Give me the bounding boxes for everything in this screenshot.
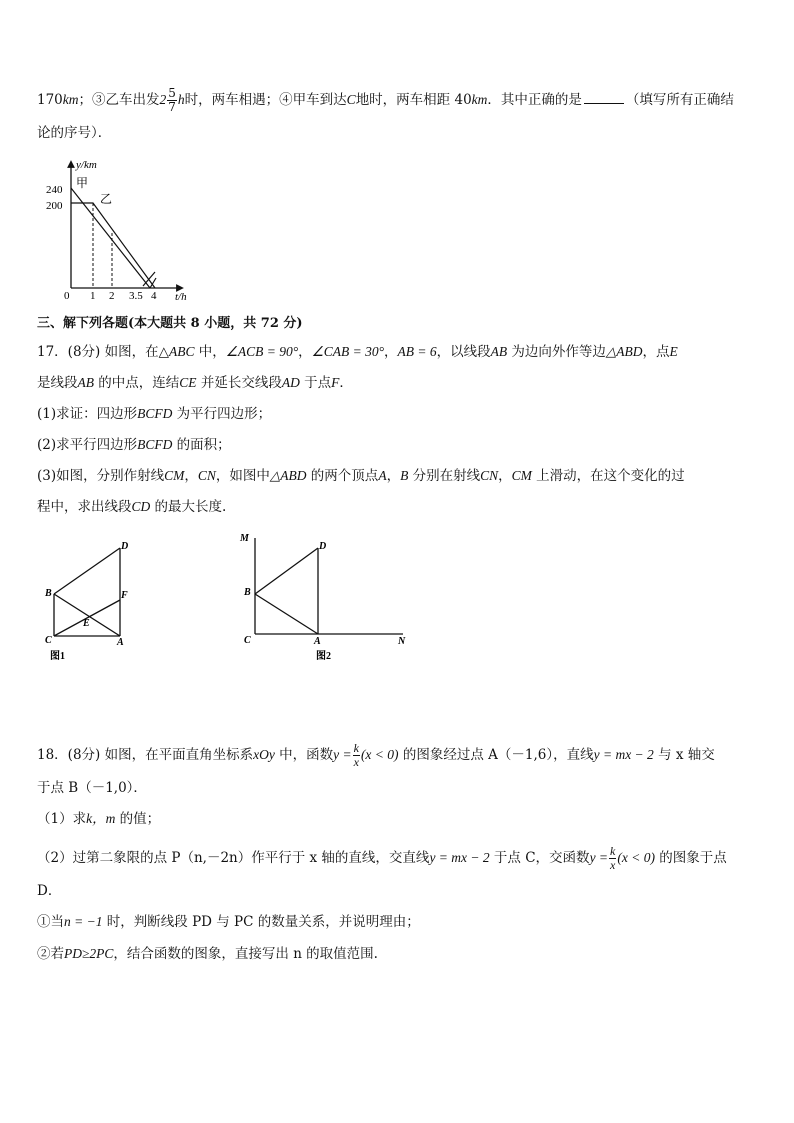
label-B: B: [244, 587, 251, 598]
q17-part2: (2)求平行四边形BCFD 的面积；: [37, 437, 231, 453]
label-A: A: [314, 636, 321, 647]
label-C: C: [244, 635, 251, 646]
distance-time-graph: [40, 158, 200, 303]
segment-BD: [54, 548, 120, 594]
line-yi: [71, 203, 155, 288]
series-label-yi: 乙: [100, 192, 113, 206]
label-D: D: [319, 541, 327, 552]
label-F: F: [121, 590, 128, 601]
figure-1: [40, 538, 140, 663]
label-B: B: [45, 588, 52, 599]
q18-subpart1: ①当n = −1 时，判断线段 PD 与 PC 的数量关系，并说明理由；: [37, 914, 420, 930]
answer-blank: [584, 89, 624, 104]
tick-3.5: 3.5: [129, 290, 143, 302]
tick-4: 4: [151, 290, 157, 302]
section-heading: 三、解下列各题(本大题共 8 小题，共 72 分): [37, 316, 303, 331]
q16-line1: 170km；③乙车出发2 $\frac{5}{7}$ h时，两车相遇；④甲车到达C地时，两车相距 40km．其中正确的是 （填写所有正确结: [37, 86, 734, 114]
q18-part2-line2: D．: [37, 883, 62, 899]
label-A: A: [117, 637, 124, 648]
x-axis-label: t/h: [175, 291, 187, 303]
q17-line1: 17．(8分) 如图，在△ABC 中，∠ACB = 90°，∠CAB = 30°，AB = 6，以线段AB 为边向外作等边△ABD，点E: [37, 344, 678, 360]
tick-2: 2: [109, 290, 115, 302]
q18-line2: 于点 B（－1,0）．: [37, 780, 147, 796]
label-M: M: [240, 533, 249, 544]
segment-BA: [255, 594, 318, 634]
y-axis-label: y/km: [76, 159, 97, 171]
q17-part3-line1: (3)如图，分别作射线CM，CN，如图中△ABD 的两个顶点A，B 分别在射线CN，CM 上滑动，在这个变化的过: [37, 468, 685, 484]
caption-fig1: 图1: [50, 651, 65, 662]
q18-subpart2: ②若PD≥2PC，结合函数的图象，直接写出 n 的取值范围.: [37, 946, 378, 962]
tick-200: 200: [46, 200, 63, 212]
tick-240: 240: [46, 184, 63, 196]
segment-BD: [255, 548, 318, 594]
q18-part1: （1）求k，m 的值；: [37, 811, 161, 827]
q16-line2: 论的序号）．: [37, 125, 112, 141]
q17-line2: 是线段AB 的中点，连结CE 并延长交线段AD 于点F．: [37, 375, 353, 391]
label-C: C: [45, 635, 52, 646]
figure-2: [238, 528, 418, 663]
fraction-k-x: $\frac{k}{x}$: [353, 741, 359, 769]
label-E: E: [83, 618, 90, 629]
tick-1: 1: [90, 290, 96, 302]
q17-part3-line2: 程中，求出线段CD 的最大长度.: [37, 499, 227, 515]
q18-line1: 18．(8分) 如图，在平面直角坐标系xOy 中，函数y = $\frac{k}{x}$ (x < 0) 的图象经过点 A（－1,6），直线y = mx − 2 与 x 轴交: [37, 741, 715, 769]
tick-0: 0: [64, 290, 70, 302]
q17-part1: (1)求证：四边形BCFD 为平行四边形；: [37, 406, 272, 422]
caption-fig2: 图2: [316, 651, 331, 662]
series-label-jia: 甲: [76, 176, 89, 190]
label-N: N: [398, 636, 406, 647]
fraction-k-x-2: $\frac{k}{x}$: [610, 844, 616, 872]
segment-BA: [54, 594, 120, 636]
fraction-5-7: $\frac{5}{7}$: [168, 86, 176, 114]
label-D: D: [121, 541, 129, 552]
q18-part2-line1: （2）过第二象限的点 P（n,－2n）作平行于 x 轴的直线，交直线y = mx − 2 于点 C，交函数y = $\frac{k}{x}$ (x < 0) 的图象于点: [37, 844, 727, 872]
